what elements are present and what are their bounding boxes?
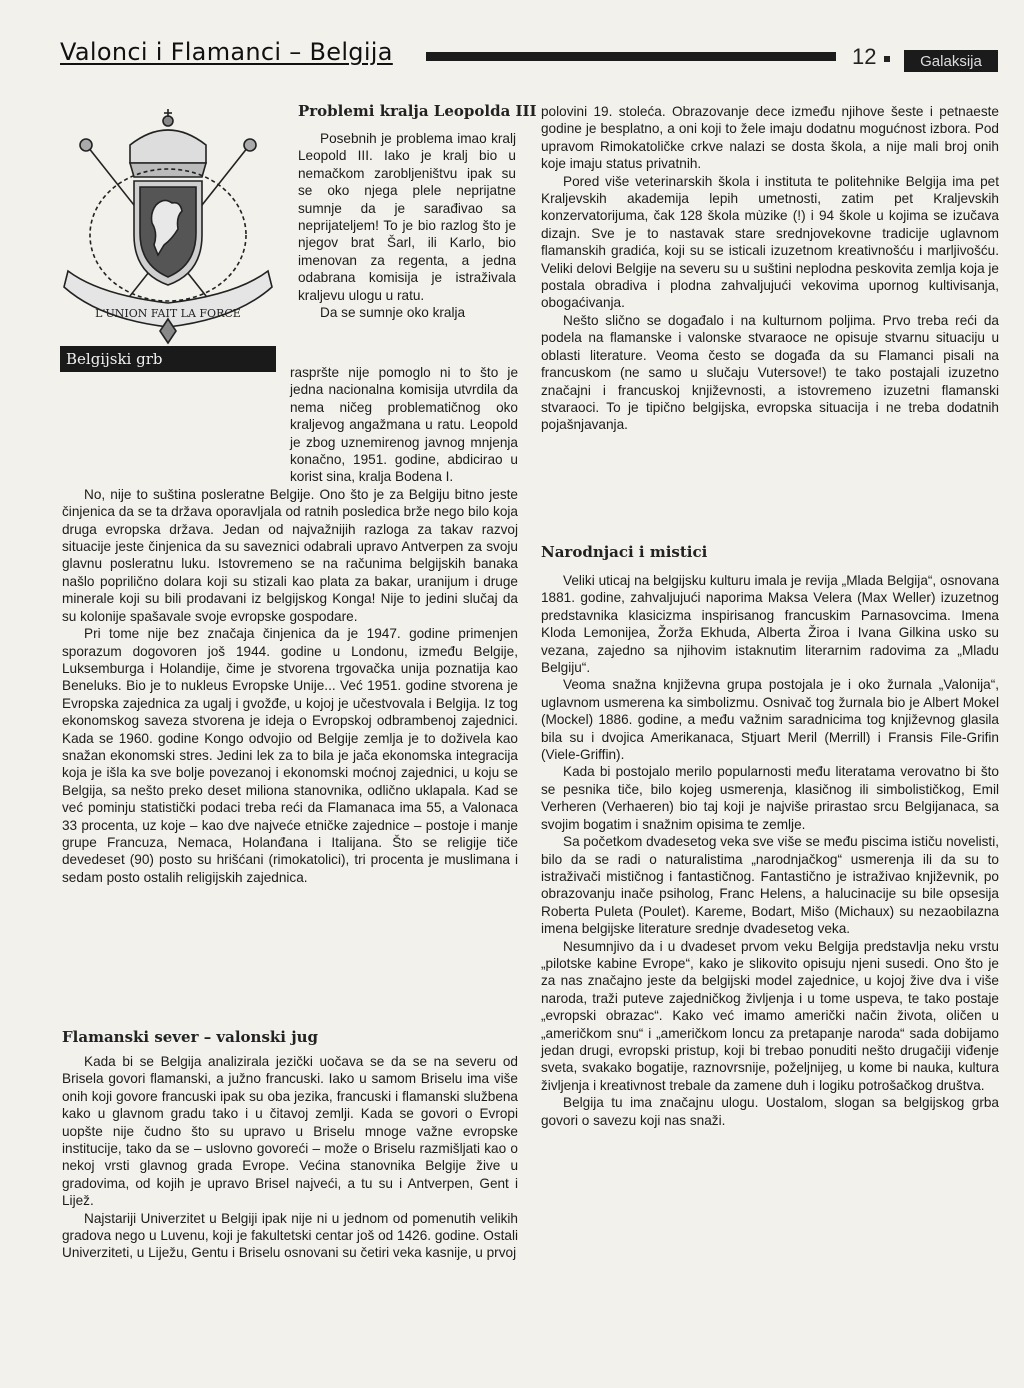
article-column-left-lower [62, 1053, 518, 1262]
page-header-title: Valonci i Flamanci – Belgija [60, 38, 393, 66]
crest-motto: L'UNION FAIT LA FORCE [95, 307, 241, 320]
paragraph: Nešto slično se događalo i na kulturnom poljima. Prvo treba reći da podela na flamanske i valonske stvaraoce ne opisuje stvarnu situaciju u oblasti literature. Veoma često se događa da su Flamanci pisali na francuskom (ne samo u slučaju Vutersove!) te tako postajali izuzetno značajni i francuskoj književnosti, a istovremeno izuzetni flamanski stvaraoci. To je tipično belgijska, evropska situacija i ne treba dodatnih pojašnjavanja. [541, 312, 999, 433]
paragraph: Sa početkom dvadesetog veka sve više se među piscima ističu novelisti, bilo da se radi o naturalistima „narodnjačkog“ usmerenja ili da su to istraživači mističnog i fantastičnog. Fantastično je istraživao književnik, po obrazovanju inače psiholog, Franc Helens, a halucinacije su bile opsesija Roberta Puleta (Poulet). Kareme, Bodart, Mišo (Michaux) su nezaobilazna imena belgijske literature srednje dvadesetog veka. [541, 834, 999, 937]
paragraph: No, nije to suština posleratne Belgije. Ono što je za Belgiju bitno jeste činjenica da se ta država oporavljala od ratnih posledica brže nego bilo koja druga evropska država. Jedan od najvažnijih razloga za takav razvoj situacije jeste činjenica da su saveznici odabrali upravo Antverpen za svoju glavnu posleratnu luku. Istovremeno se na računima belgijskih banaka našlo poprilično dolara koji su stizali kao plata za bakar, uranijum i druge minerale koji su bili prodavani iz belgijskog Konga! Nije to jedini slučaj da su kolonije spašavale svoje evropske gospodare. [62, 486, 518, 624]
paragraph: Posebnih je problema imao kralj Leopold III. Iako je kralj bio u nemačkom zarobljeništvu ipak su se oko njega plele neprijatne sumnje da je sarađivao sa neprijateljem! To je bio razlog što je njegov brat Šarl, ili Karlo, bio imenovan za regenta, a jedna odabrana komisija je istraživala kraljevu ulogu u ratu. [298, 131, 516, 303]
paragraph: Belgija tu ima značajnu ulogu. Uostalom, slogan sa belgijskog grba govori o savezu koji nas snaži. [541, 1095, 999, 1128]
paragraph: raspršte nije pomoglo ni to što je jedna nacionalna komisija utvrdila da nema ničeg problematičnog oko kraljevog angažmana u ratu. Leopold je zbog uznemirenog javnog mnjenja konačno, 1951. godine, abdicirao u korist sina, kralja Bodena I. [290, 365, 518, 485]
paragraph: polovini 19. stoleća. Obrazovanje dece između njihove šeste i petnaeste godine je besplatno, a oni koji to žele imaju dodatnu mogućnost izbora. Pod upravom Rimokatoličke crkve nalazi se dosta škola, a nije mali broj onih koje imaju status privatnih. [541, 104, 999, 172]
section-heading-mystics: Narodnjaci i mistici [541, 543, 708, 561]
paragraph: Veoma snažna književna grupa postojala je i oko žurnala „Valonija“, uglavnom usmerena ka simbolizmu. Osnivač tog žurnala bio je Albert Mokel (Mockel) 1886. godine, a među važnim saradnicima tog književnog glasila bila su i dvojica Amerikanaca, Stjuart Meril (Merrill) i Fransis File-Grifin (Viele-Griffin). [541, 677, 999, 763]
article-column-right-lower [541, 572, 999, 1129]
paragraph: Najstariji Univerzitet u Belgiji ipak nije ni u jednom od pomenutih velikih gradova nego u Luvenu, koji je fakultetski centar još od 1426. godine. Ostali Univerziteti, u Liježu, Gentu i Briselu osnovani su četiri veka kasnije, u prvoj [62, 1210, 518, 1261]
belgian-coat-of-arms-icon [60, 105, 276, 345]
article-column-side [298, 130, 516, 321]
header-rule [426, 52, 836, 61]
paragraph: Veliki uticaj na belgijsku kulturu imala je revija „Mlada Belgija“, osnovana 1881. godine, zahvaljujući naporima Maksa Velera (Max Weller) izuzetnog predstavnika klasicizma inspirisanog francuskim Parnasovcima. Imena Kloda Lemonijea, Žorža Ekhuda, Alberta Žiroa i Ivana Gilkina usko su vezana, zajedno sa njihovim istaknutim literarnim radovima za „Mladu Belgiju“. [541, 573, 999, 676]
article-column-right [541, 103, 999, 434]
section-heading-leopold: Problemi kralja Leopolda III [298, 102, 537, 120]
paragraph: Pri tome nije bez značaja činjenica da je 1947. godine primenjen sporazum dogovoren još 1944. godine u Londonu, između Belgije, Luksemburga i Holandije, čime je stvorena trgovačka unija poznatija kao Beneluks. Bio je to nukleus Evropske Unije... Već 1951. godine stvorena je Evropska zajednica za ugalj i gvožđe, u kojoj je učestvovala i Belgija. Iz tog ekonomskog saveza stvorena je ideja o Evropskoj odbrambenoj zajednici. Kada se 1960. godine Kongo odvojio od Belgije zemlja je to doživela kao snažan ekonomski stres. Jedini lek za to bila je jača ekonomska integracija koja je išla ka sve bolje povezanoj i ekonomski moćnoj zajednici, u koju se Belgija, sa nešto preko deset miliona stanovnika, odlično uklapala. Kad se već pominju statistički podaci treba reći da Flamanaca ima 55, a Valonaca 33 procenta, uz koje – kao dve najveće etničke zajednice – postoje i manje grupe Francuza, Nemaca, Holanđana i Italijana. Što se religije tiče devedeset (90) posto su hrišćani (rimokatolici), tri procenta je muslimana i sedam posto ostalih religijskih zajednica. [62, 626, 518, 885]
page-number: 12 [852, 44, 877, 69]
article-column-left [62, 364, 518, 886]
paragraph: Pored više veterinarskih škola i instituta te politehnike Belgija ima pet Kraljevskih akademija lepih umetnosti, zatim pet Kraljevskih konzervatorijuma, čak 128 škola mùzike (!) i 94 škole u kojima se izučava dizajn. Sve je to nastavak stare srednjovekovne tradicije uglavnom flamanskih gradića, koji su se isticali izuzetnom kreativnošću i marljivošću. Veliki delovi Belgije na severu su u suštini neplodna peskovita zemlja koja je postala obradiva i plodna zahvaljujući vekovima upornog kultivisanja, obogaćivanja. [541, 173, 999, 311]
paragraph: Kada bi postojalo merilo popularnosti među literatama verovatno bi što se pesnika tiče, bilo kojeg usmerenja, klasičnog ili simbolističkog, Emil Verheren (Verhaeren) bio taj koji je najviše prirastao srcu Belgijanaca, sa svojim bogatim i snažnim opisima te zemlje. [541, 764, 999, 832]
paragraph: Kada bi se Belgija analizirala jezički uočava se da se na severu od Brisela govori flamanski, a južno francuski. Iako u samom Briselu ima više onih koji govore francuski ipak su oba jezika, francuski i flamanski službena kako u glavnom gradu tako i u čitavoj zemlji. Kada se govori o Evropi uopšte nije čudno što su upravo u Briselu mnoge važne evropske institucije, tako da se – uslovno govoreći – može o Briselu razmišljati kao o nekoj vrsti glavnog grada Evrope. Većina stanovnika Belgije žive u gradovima, od kojih je upravo Brisel najveći, a tu su i Antverpen, Gent i Lijež. [62, 1054, 518, 1209]
section-heading-flemish: Flamanski sever – valonski jug [62, 1028, 319, 1046]
magazine-badge: Galaksija [904, 50, 998, 72]
figure-caption: Belgijski grb [60, 346, 276, 372]
paragraph: Nesumnjivo da i u dvadeset prvom veku Belgija predstavlja neku vrstu „pilotske kabine Evrope“, kako je slikovito opisuju njeni susedi. Ono što je za nas značajno jeste da belgijski model zajednice, u kojoj žive dva i više naroda, traži puteve zajedničkog življenja i u tome uspeva, te tako postaje „evropski obrazac“. Kako već imamo američki način života, oličen u „američkom snu“ i „američkom loncu za pretapanje naroda“ sada dobijamo jedan drugi, evropski pristup, koji bi trebao ponuditi nešto drugačiji viđenje sveta, svakako bogatije, raznovrsnije, poželjnijeg, u kome bi nauka, kultura življenja i kreativnost trebale da zamene duh i logiku potrošačkog društva. [541, 938, 999, 1093]
paragraph: Da se sumnje oko kralja [320, 305, 466, 321]
header-bullet [884, 56, 890, 62]
